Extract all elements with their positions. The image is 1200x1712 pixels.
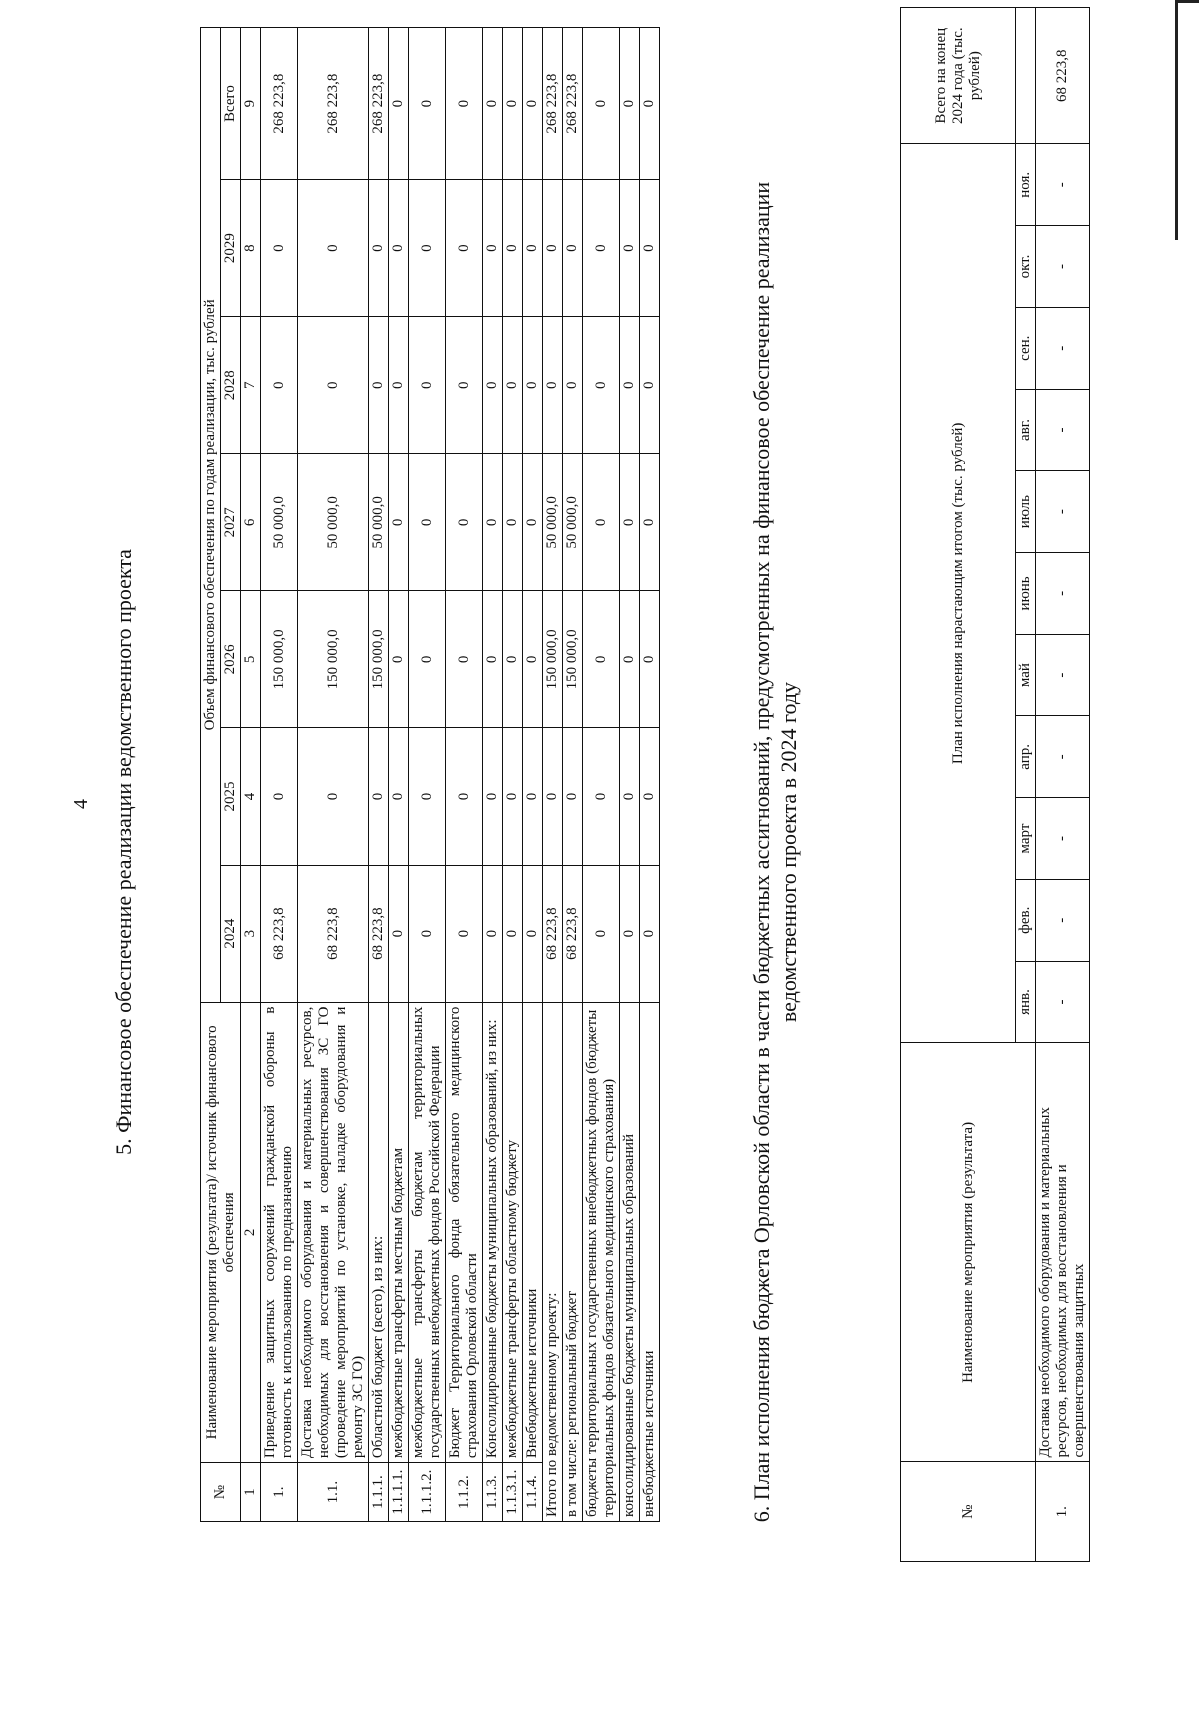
value-cell: 0 bbox=[523, 317, 543, 454]
column-number: 6 bbox=[241, 454, 261, 591]
value-cell: 0 bbox=[389, 865, 409, 1002]
row-number: 1.1.4. bbox=[523, 1463, 543, 1522]
row-name: межбюджетные трансферты областному бюджету bbox=[503, 1002, 523, 1463]
total-cell: 0 bbox=[389, 28, 409, 180]
table-row bbox=[1036, 8, 1090, 1562]
column-number: 5 bbox=[241, 591, 261, 728]
page-number: 4 bbox=[70, 799, 92, 809]
header-year: 2024 bbox=[221, 865, 241, 1002]
total-cell: 0 bbox=[409, 28, 446, 180]
value-cell: 0 bbox=[523, 865, 543, 1002]
value-cell: 0 bbox=[523, 728, 543, 865]
table-row bbox=[503, 28, 523, 1522]
value-cell: 0 bbox=[483, 180, 503, 317]
value-cell: 0 bbox=[523, 454, 543, 591]
value-cell: 0 bbox=[543, 180, 563, 317]
row-number: 1. bbox=[261, 1463, 298, 1522]
month-value: - bbox=[1036, 716, 1090, 798]
summary-name: консолидированные бюджеты муниципальных образований bbox=[620, 1002, 640, 1521]
value-cell: 50 000,0 bbox=[543, 454, 563, 591]
summary-name: в том числе: региональный бюджет bbox=[563, 1002, 583, 1521]
value-cell: 68 223,8 bbox=[298, 865, 369, 1002]
header-year: 2027 bbox=[221, 454, 241, 591]
value-cell: 0 bbox=[620, 180, 640, 317]
column-number: 8 bbox=[241, 180, 261, 317]
value-cell: 0 bbox=[563, 180, 583, 317]
row-number: 1.1.1.2. bbox=[409, 1463, 446, 1522]
header-number: № bbox=[201, 1463, 241, 1522]
row-name: Приведение защитных сооружений гражданской обороны в готовность к использованию по предназначению bbox=[261, 1002, 298, 1463]
month-header: фев. bbox=[1016, 879, 1036, 961]
month-value: - bbox=[1036, 634, 1090, 716]
value-cell: 50 000,0 bbox=[563, 454, 583, 591]
value-cell: 0 bbox=[563, 317, 583, 454]
value-cell: 0 bbox=[298, 728, 369, 865]
value-cell: 0 bbox=[583, 454, 620, 591]
header-year: 2025 bbox=[221, 728, 241, 865]
value-cell: 0 bbox=[261, 180, 298, 317]
financing-table bbox=[200, 27, 660, 1522]
value-cell: 150 000,0 bbox=[369, 591, 389, 728]
row-number: 1. bbox=[1036, 1462, 1090, 1562]
plan-header-number: № bbox=[901, 1462, 1036, 1562]
value-cell: 0 bbox=[298, 317, 369, 454]
row-number: 1.1.2. bbox=[446, 1463, 483, 1522]
value-cell: 0 bbox=[389, 591, 409, 728]
value-cell: 0 bbox=[620, 728, 640, 865]
table-row bbox=[369, 28, 389, 1522]
value-cell: 68 223,8 bbox=[563, 865, 583, 1002]
value-cell: 0 bbox=[298, 180, 369, 317]
value-cell: 50 000,0 bbox=[261, 454, 298, 591]
summary-name: внебюджетные источники bbox=[640, 1002, 660, 1521]
total-cell: 268 223,8 bbox=[543, 28, 563, 180]
value-cell: 68 223,8 bbox=[261, 865, 298, 1002]
row-name: Доставка необходимого оборудования и материальных ресурсов, необходимых для восстановления и совершенствования ЗС ГО (проведение мероприятий по установке, наладке оборудования и ремонту ЗС ГО) bbox=[298, 1002, 369, 1463]
value-cell: 0 bbox=[503, 591, 523, 728]
value-cell: 0 bbox=[446, 180, 483, 317]
table-row bbox=[483, 28, 503, 1522]
value-cell: 0 bbox=[583, 865, 620, 1002]
value-cell: 0 bbox=[446, 317, 483, 454]
total-cell: 0 bbox=[446, 28, 483, 180]
value-cell: 68 223,8 bbox=[543, 865, 563, 1002]
row-name: Бюджет Территориального фонда обязательного медицинского страхования Орловской области bbox=[446, 1002, 483, 1463]
header-volume: Объем финансового обеспечения по годам реализации, тыс. рублей bbox=[201, 28, 221, 1003]
financing-table-body bbox=[261, 28, 660, 1522]
column-number-row bbox=[241, 28, 261, 1522]
value-cell: 0 bbox=[503, 865, 523, 1002]
value-cell: 150 000,0 bbox=[543, 591, 563, 728]
total-cell: 0 bbox=[620, 28, 640, 180]
section-6-title: 6. План исполнения бюджета Орловской области в части бюджетных ассигнований, предусмотренных на финансовое обеспечение реализации ведомственного проекта в 2024 году bbox=[749, 181, 801, 1523]
value-cell: 0 bbox=[640, 865, 660, 1002]
value-cell: 0 bbox=[446, 865, 483, 1002]
value-cell: 0 bbox=[523, 180, 543, 317]
table-row bbox=[261, 28, 298, 1522]
total-cell: 0 bbox=[640, 28, 660, 180]
summary-row bbox=[563, 28, 583, 1522]
column-number: 7 bbox=[241, 317, 261, 454]
total-cell: 0 bbox=[523, 28, 543, 180]
table-row bbox=[446, 28, 483, 1522]
value-cell: 0 bbox=[620, 591, 640, 728]
summary-row bbox=[640, 28, 660, 1522]
total-cell: 268 223,8 bbox=[369, 28, 389, 180]
month-value: - bbox=[1036, 879, 1090, 961]
value-cell: 150 000,0 bbox=[298, 591, 369, 728]
column-number: 9 bbox=[241, 28, 261, 180]
value-cell: 0 bbox=[409, 317, 446, 454]
value-cell: 0 bbox=[503, 454, 523, 591]
value-cell: 0 bbox=[583, 317, 620, 454]
month-value: - bbox=[1036, 553, 1090, 635]
column-number: 3 bbox=[241, 865, 261, 1002]
month-header: май bbox=[1016, 634, 1036, 716]
value-cell: 0 bbox=[503, 180, 523, 317]
value-cell: 0 bbox=[640, 728, 660, 865]
plan-header-name: Наименование мероприятия (результата) bbox=[901, 1043, 1036, 1462]
row-number: 1.1.1.1. bbox=[389, 1463, 409, 1522]
header-total: Всего bbox=[221, 28, 241, 180]
value-cell: 0 bbox=[409, 454, 446, 591]
total-cell: 268 223,8 bbox=[563, 28, 583, 180]
value-cell: 0 bbox=[446, 454, 483, 591]
value-cell: 0 bbox=[389, 317, 409, 454]
summary-name: бюджеты территориальных государственных внебюджетных фондов (бюджеты территориальных фондов обязательного медицинского страхования) bbox=[583, 1002, 620, 1521]
value-cell: 0 bbox=[543, 728, 563, 865]
value-cell: 0 bbox=[503, 317, 523, 454]
value-cell: 0 bbox=[620, 317, 640, 454]
summary-row bbox=[583, 28, 620, 1522]
row-number: 1.1.1. bbox=[369, 1463, 389, 1522]
value-cell: 0 bbox=[389, 180, 409, 317]
month-value: - bbox=[1036, 226, 1090, 308]
column-number: 1 bbox=[241, 1463, 261, 1522]
month-header: апр. bbox=[1016, 716, 1036, 798]
value-cell: 0 bbox=[583, 180, 620, 317]
month-header: июнь bbox=[1016, 553, 1036, 635]
row-name: Консолидированные бюджеты муниципальных образований, из них: bbox=[483, 1002, 503, 1463]
total-cell: 0 bbox=[503, 28, 523, 180]
budget-plan-table bbox=[900, 7, 1090, 1562]
table-row bbox=[523, 28, 543, 1522]
value-cell: 0 bbox=[409, 591, 446, 728]
row-number: 1.1.3. bbox=[483, 1463, 503, 1522]
row-name: межбюджетные трансферты местным бюджетам bbox=[389, 1002, 409, 1463]
value-cell: 68 223,8 bbox=[369, 865, 389, 1002]
total-cell: 268 223,8 bbox=[298, 28, 369, 180]
plan-header-total-blank bbox=[1016, 8, 1036, 144]
value-cell: 150 000,0 bbox=[261, 591, 298, 728]
value-cell: 0 bbox=[409, 180, 446, 317]
plan-header-cumulative: План исполнения нарастающим итогом (тыс. рублей) bbox=[901, 144, 1016, 1043]
value-cell: 0 bbox=[409, 728, 446, 865]
summary-row bbox=[620, 28, 640, 1522]
value-cell: 0 bbox=[446, 591, 483, 728]
month-header: июль bbox=[1016, 471, 1036, 553]
value-cell: 0 bbox=[523, 591, 543, 728]
header-name-source: Наименование мероприятия (результата)/ источник финансового обеспечения bbox=[201, 1002, 241, 1463]
row-name: межбюджетные трансферты бюджетам территориальных государственных внебюджетных фондов Российской Федерации bbox=[409, 1002, 446, 1463]
row-name: Областной бюджет (всего), из них: bbox=[369, 1002, 389, 1463]
value-cell: 0 bbox=[369, 180, 389, 317]
value-cell: 0 bbox=[583, 728, 620, 865]
month-header: сен. bbox=[1016, 307, 1036, 389]
value-cell: 0 bbox=[583, 591, 620, 728]
table-row bbox=[298, 28, 369, 1522]
plan-header-total: Всего на конец 2024 года (тыс. рублей) bbox=[901, 8, 1016, 144]
value-cell: 0 bbox=[369, 728, 389, 865]
value-cell: 0 bbox=[483, 317, 503, 454]
total-cell: 268 223,8 bbox=[261, 28, 298, 180]
value-cell: 0 bbox=[409, 865, 446, 1002]
value-cell: 0 bbox=[620, 454, 640, 591]
total-cell: 0 bbox=[583, 28, 620, 180]
month-header: март bbox=[1016, 798, 1036, 880]
value-cell: 0 bbox=[640, 180, 660, 317]
month-value: - bbox=[1036, 471, 1090, 553]
value-cell: 0 bbox=[483, 865, 503, 1002]
month-header: янв. bbox=[1016, 961, 1036, 1043]
value-cell: 0 bbox=[369, 317, 389, 454]
row-number: 1.1.3.1. bbox=[503, 1463, 523, 1522]
value-cell: 0 bbox=[640, 591, 660, 728]
value-cell: 0 bbox=[503, 728, 523, 865]
month-value: - bbox=[1036, 798, 1090, 880]
summary-row bbox=[543, 28, 563, 1522]
month-value: - bbox=[1036, 144, 1090, 226]
total-cell: 68 223,8 bbox=[1036, 8, 1090, 144]
column-number: 4 bbox=[241, 728, 261, 865]
value-cell: 150 000,0 bbox=[563, 591, 583, 728]
column-number: 2 bbox=[241, 1002, 261, 1463]
month-value: - bbox=[1036, 307, 1090, 389]
table-row bbox=[409, 28, 446, 1522]
value-cell: 0 bbox=[483, 454, 503, 591]
value-cell: 0 bbox=[640, 454, 660, 591]
row-name: Внебюджетные источники bbox=[523, 1002, 543, 1463]
value-cell: 0 bbox=[543, 317, 563, 454]
total-cell: 0 bbox=[483, 28, 503, 180]
month-value: - bbox=[1036, 961, 1090, 1043]
row-name: Доставка необходимого оборудования и материальных ресурсов, необходимых для восстановления и совершенствования защитных bbox=[1036, 1043, 1090, 1462]
header-year: 2026 bbox=[221, 591, 241, 728]
value-cell: 0 bbox=[261, 317, 298, 454]
value-cell: 0 bbox=[389, 728, 409, 865]
value-cell: 0 bbox=[446, 728, 483, 865]
value-cell: 0 bbox=[563, 728, 583, 865]
header-year: 2029 bbox=[221, 180, 241, 317]
month-header: окт. bbox=[1016, 226, 1036, 308]
summary-name: Итого по ведомственному проекту: bbox=[543, 1002, 563, 1521]
value-cell: 0 bbox=[389, 454, 409, 591]
section-5-title: 5. Финансовое обеспечение реализации ведомственного проекта bbox=[111, 549, 136, 1155]
value-cell: 0 bbox=[261, 728, 298, 865]
row-number: 1.1. bbox=[298, 1463, 369, 1522]
value-cell: 0 bbox=[483, 591, 503, 728]
header-year: 2028 bbox=[221, 317, 241, 454]
table-row bbox=[389, 28, 409, 1522]
value-cell: 0 bbox=[483, 728, 503, 865]
month-header: авг. bbox=[1016, 389, 1036, 471]
value-cell: 0 bbox=[640, 317, 660, 454]
value-cell: 50 000,0 bbox=[369, 454, 389, 591]
month-value: - bbox=[1036, 389, 1090, 471]
value-cell: 50 000,0 bbox=[298, 454, 369, 591]
value-cell: 0 bbox=[620, 865, 640, 1002]
month-header: ноя. bbox=[1016, 144, 1036, 226]
